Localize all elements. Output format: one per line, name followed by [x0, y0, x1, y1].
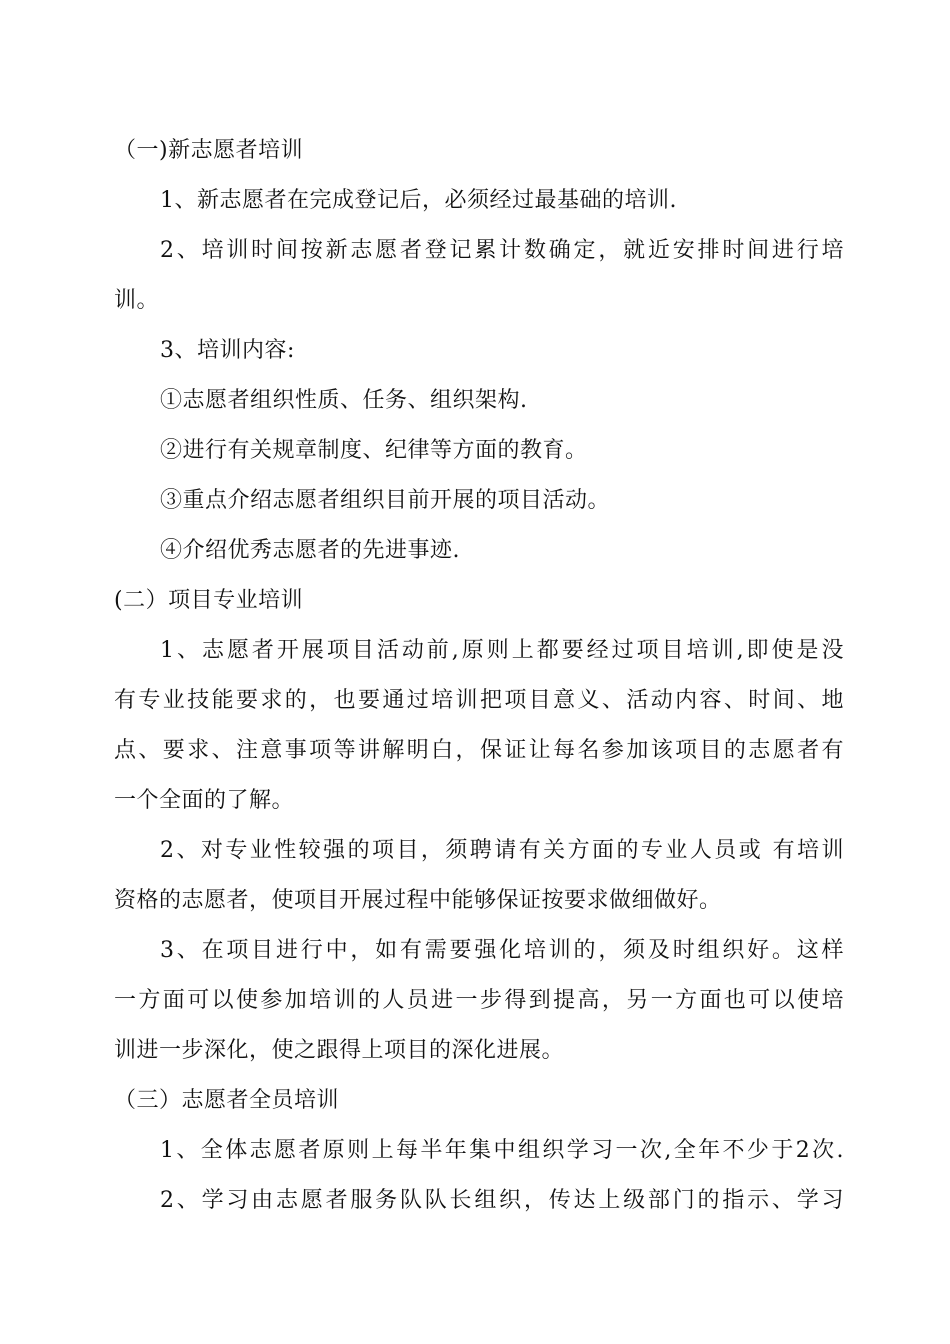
list-item: ②进行有关规章制度、纪律等方面的教育。: [160, 438, 588, 463]
paragraph-line: 训。: [114, 288, 160, 313]
paragraph-line: 1、新志愿者在完成登记后，必须经过最基础的培训.: [160, 188, 677, 213]
paragraph-line: 1、志愿者开展项目活动前,原则上都要经过项目培训,即使是没: [160, 638, 844, 663]
paragraph-line: 3、培训内容:: [160, 338, 295, 363]
paragraph-line: 2、对专业性较强的项目，须聘请有关方面的专业人员或 有培训: [160, 838, 844, 863]
paragraph-line: 资格的志愿者，使项目开展过程中能够保证按要求做细做好。: [114, 888, 722, 913]
section-heading-2: (二）项目专业培训: [114, 588, 304, 613]
section-heading-3: （三）志愿者全员培训: [114, 1088, 340, 1113]
paragraph-line: 2、培训时间按新志愿者登记累计数确定，就近安排时间进行培: [160, 238, 844, 263]
list-item: ④介绍优秀志愿者的先进事迹.: [160, 538, 460, 563]
paragraph-line: 2、学习由志愿者服务队队长组织，传达上级部门的指示、学习: [160, 1188, 844, 1213]
paragraph-line: 一个全面的了解。: [114, 788, 295, 813]
list-item: ③重点介绍志愿者组织目前开展的项目活动。: [160, 488, 611, 513]
paragraph-line: 1、全体志愿者原则上每半年集中组织学习一次,全年不少于2次.: [160, 1138, 844, 1163]
section-heading-1: （一)新志愿者培训: [114, 138, 304, 163]
paragraph-line: 3、在项目进行中，如有需要强化培训的，须及时组织好。这样: [160, 938, 844, 963]
paragraph-line: 训进一步深化，使之跟得上项目的深化进展。: [114, 1038, 565, 1063]
paragraph-line: 一方面可以使参加培训的人员进一步得到提高，另一方面也可以使培: [114, 988, 844, 1013]
paragraph-line: 有专业技能要求的，也要通过培训把项目意义、活动内容、时间、地: [114, 688, 844, 713]
paragraph-line: 点、要求、注意事项等讲解明白，保证让每名参加该项目的志愿者有: [114, 738, 844, 763]
list-item: ①志愿者组织性质、任务、组织架构.: [160, 388, 528, 413]
